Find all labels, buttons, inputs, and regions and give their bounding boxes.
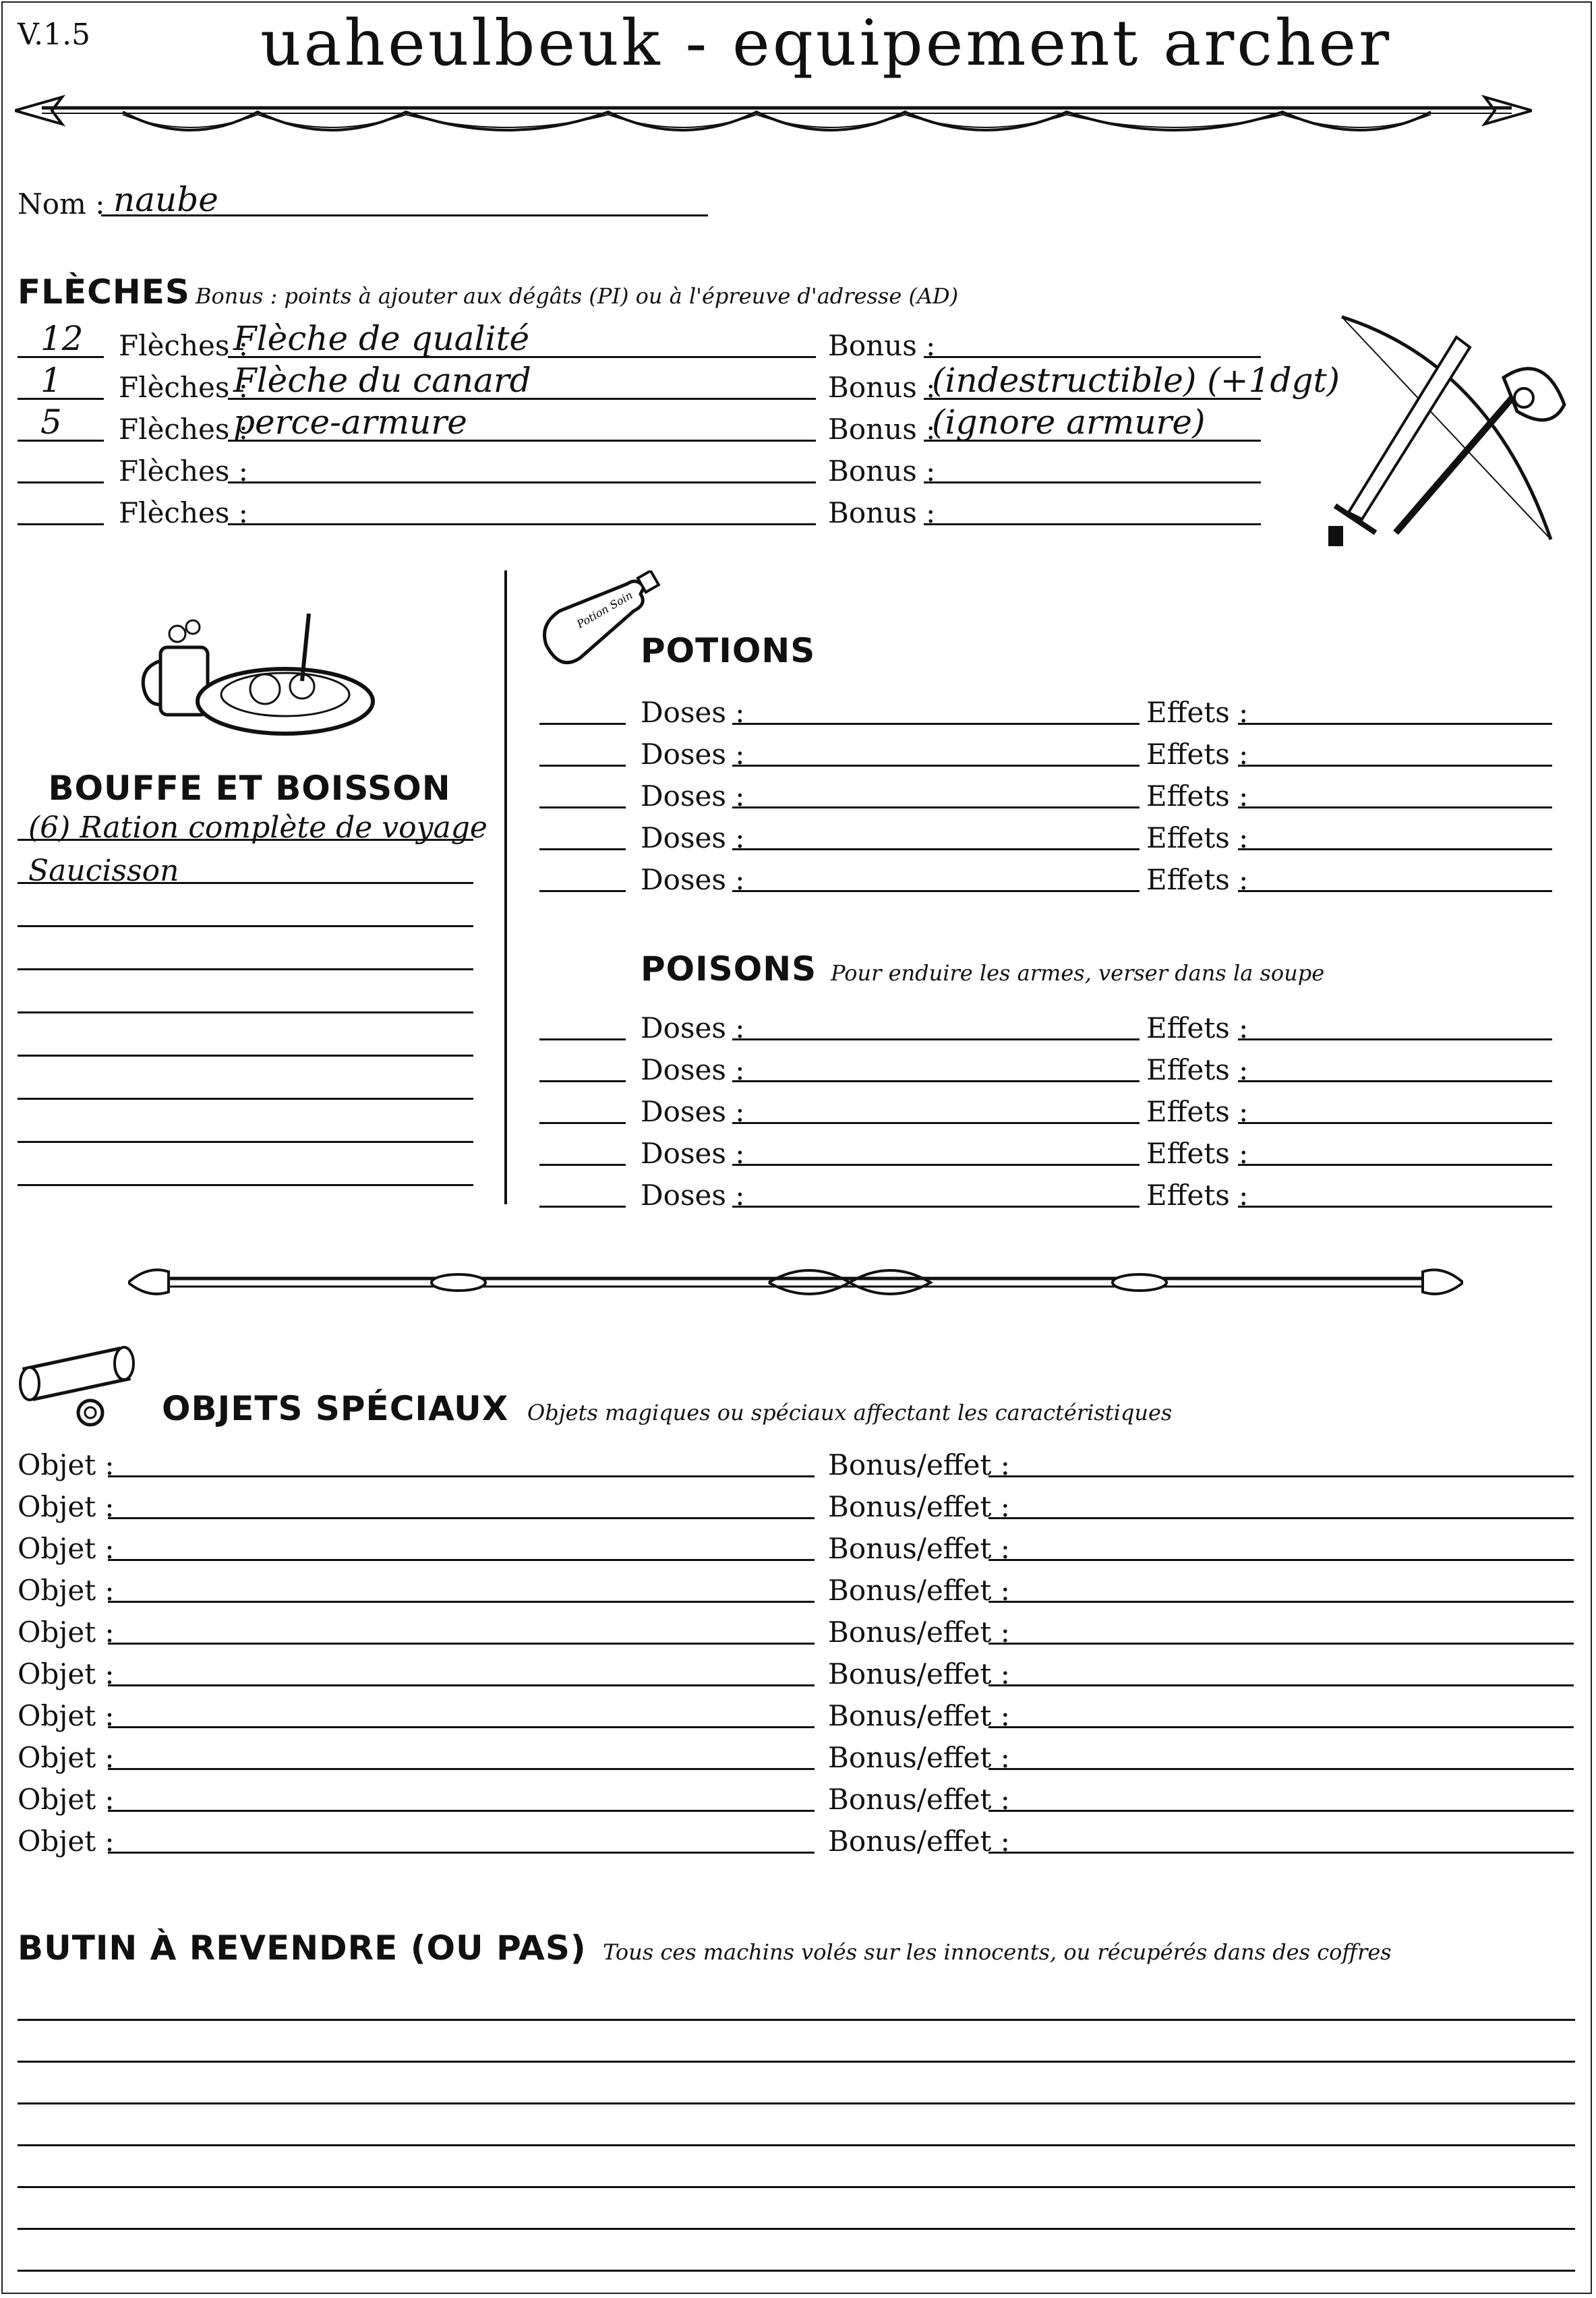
poisons-effects-line[interactable] [1238, 1080, 1552, 1082]
object-line[interactable] [108, 1517, 815, 1519]
object-line[interactable] [108, 1684, 815, 1686]
potions-doses-label: Doses : [641, 696, 745, 729]
poisons-doses-label: Doses : [641, 1179, 745, 1212]
object-line[interactable] [108, 1559, 815, 1561]
object-label: Objet : [18, 1657, 115, 1690]
bonus-effect-label: Bonus/effet : [828, 1448, 1010, 1481]
food-line [18, 1098, 473, 1100]
potions-effects-label: Effets : [1146, 779, 1249, 813]
bonus-effect-line[interactable] [988, 1559, 1574, 1561]
bonus-effect-label: Bonus/effet : [828, 1699, 1010, 1732]
potions-qty-line [539, 765, 626, 767]
arrow-bonus-line [924, 356, 1261, 358]
loot-line[interactable] [18, 2228, 1575, 2230]
potions-effects-line[interactable] [1238, 848, 1552, 850]
poisons-qty-line [539, 1080, 626, 1082]
arrow-type-line [228, 356, 816, 358]
arrow-type-line [228, 523, 816, 525]
sheet-title: uaheulbeuk - equipement archer [260, 7, 1392, 80]
object-line[interactable] [108, 1726, 815, 1728]
arrows-heading: FLÈCHES [18, 272, 190, 312]
potions-qty-line [539, 848, 626, 850]
bonus-effect-label: Bonus/effet : [828, 1657, 1010, 1690]
version-label: V.1.5 [18, 18, 91, 52]
potions-effects-label: Effets : [1146, 738, 1249, 771]
arrow-label: Flèches : [119, 329, 248, 362]
bonus-effect-label: Bonus/effet : [828, 1616, 1010, 1649]
bonus-effect-line[interactable] [988, 1810, 1574, 1812]
food-line [18, 882, 473, 884]
potions-doses-label: Doses : [641, 863, 745, 896]
arrow-bonus-line [924, 523, 1261, 525]
poisons-effects-label: Effets : [1146, 1179, 1249, 1212]
food-line [18, 839, 473, 841]
object-line[interactable] [108, 1810, 815, 1812]
potions-doses-line[interactable] [732, 723, 1140, 725]
food-line [18, 1184, 473, 1186]
poisons-doses-label: Doses : [641, 1137, 745, 1170]
potions-doses-label: Doses : [641, 821, 745, 854]
poisons-doses-line[interactable] [732, 1164, 1140, 1166]
poisons-effects-line[interactable] [1238, 1164, 1552, 1166]
food-and-drink-icon [140, 607, 376, 742]
name-line [101, 214, 708, 216]
poisons-subtitle: Pour enduire les armes, verser dans la soupe [831, 960, 1325, 986]
poisons-effects-label: Effets : [1146, 1053, 1249, 1086]
arrow-label: Flèches : [119, 371, 248, 404]
object-line[interactable] [108, 1475, 815, 1477]
arrow-bonus-value[interactable]: (indestructible) (+1dgt) [932, 361, 1340, 400]
poisons-doses-line[interactable] [732, 1080, 1140, 1082]
potions-doses-line[interactable] [732, 765, 1140, 767]
arrow-bonus-line [924, 398, 1261, 400]
potions-qty-line [539, 890, 626, 892]
potions-qty-line [539, 723, 626, 725]
food-line [18, 968, 473, 970]
arrow-qty[interactable]: 12 [40, 319, 84, 358]
bonus-effect-line[interactable] [988, 1643, 1574, 1645]
arrow-bonus-label: Bonus : [828, 329, 936, 362]
arrow-bonus-label: Bonus : [828, 496, 936, 529]
arrow-type-value[interactable]: perce-armure [233, 403, 467, 442]
food-line [18, 1141, 473, 1143]
arrow-label: Flèches : [119, 454, 248, 488]
bonus-effect-line[interactable] [988, 1684, 1574, 1686]
bonus-effect-label: Bonus/effet : [828, 1490, 1010, 1523]
arrow-qty-line [18, 398, 104, 400]
object-label: Objet : [18, 1574, 115, 1607]
bonus-effect-label: Bonus/effet : [828, 1532, 1010, 1565]
arrow-bonus-label: Bonus : [828, 371, 936, 404]
food-item[interactable]: (6) Ration complète de voyage [28, 811, 487, 845]
loot-line[interactable] [18, 2186, 1575, 2188]
special-subtitle: Objets magiques ou spéciaux affectant les caractéristiques [527, 1400, 1173, 1425]
poisons-heading: POISONS [641, 949, 817, 989]
poisons-effects-label: Effets : [1146, 1137, 1249, 1170]
arrow-divider-icon [15, 88, 1532, 148]
food-line [18, 925, 473, 927]
bonus-effect-line[interactable] [988, 1517, 1574, 1519]
object-label: Objet : [18, 1825, 115, 1858]
vertical-divider [504, 570, 507, 1204]
loot-line[interactable] [18, 2019, 1575, 2021]
poisons-doses-line[interactable] [732, 1038, 1140, 1040]
loot-line[interactable] [18, 2061, 1575, 2063]
staff-divider-icon [128, 1258, 1463, 1305]
poisons-doses-line[interactable] [732, 1206, 1140, 1208]
potions-doses-line[interactable] [732, 848, 1140, 850]
bonus-effect-line[interactable] [988, 1726, 1574, 1728]
object-line[interactable] [108, 1601, 815, 1603]
arrow-type-value[interactable]: Flèche du canard [233, 361, 531, 400]
poisons-qty-line [539, 1206, 626, 1208]
object-label: Objet : [18, 1490, 115, 1523]
poisons-qty-line [539, 1038, 626, 1040]
object-label: Objet : [18, 1699, 115, 1732]
arrow-type-line [228, 481, 816, 483]
bonus-effect-label: Bonus/effet : [828, 1783, 1010, 1816]
bonus-effect-label: Bonus/effet : [828, 1574, 1010, 1607]
bonus-effect-label: Bonus/effet : [828, 1825, 1010, 1858]
potions-effects-line[interactable] [1238, 765, 1552, 767]
potions-doses-line[interactable] [732, 890, 1140, 892]
poisons-effects-line[interactable] [1238, 1038, 1552, 1040]
arrow-qty-line [18, 523, 104, 525]
potions-doses-label: Doses : [641, 738, 745, 771]
arrow-bonus-line [924, 481, 1261, 483]
loot-line[interactable] [18, 2144, 1575, 2146]
potions-effects-label: Effets : [1146, 696, 1249, 729]
potions-effects-line[interactable] [1238, 890, 1552, 892]
arrow-qty-line [18, 356, 104, 358]
bonus-effect-line[interactable] [988, 1852, 1574, 1854]
bonus-effect-line[interactable] [988, 1601, 1574, 1603]
loot-heading: BUTIN À REVENDRE (OU PAS) [18, 1928, 587, 1968]
poisons-doses-line[interactable] [732, 1122, 1140, 1124]
special-heading: OBJETS SPÉCIAUX [162, 1389, 509, 1428]
object-label: Objet : [18, 1448, 115, 1481]
object-label: Objet : [18, 1741, 115, 1774]
loot-line[interactable] [18, 2270, 1575, 2272]
food-line [18, 1055, 473, 1057]
food-line [18, 1011, 473, 1013]
potions-effects-label: Effets : [1146, 821, 1249, 854]
poisons-doses-label: Doses : [641, 1011, 745, 1044]
arrow-qty[interactable]: 1 [40, 361, 62, 400]
loot-line[interactable] [18, 2102, 1575, 2104]
potions-heading: POTIONS [641, 631, 816, 670]
poisons-doses-label: Doses : [641, 1053, 745, 1086]
arrow-type-line [228, 398, 816, 400]
food-item[interactable]: Saucisson [28, 854, 179, 888]
crossed-weapons-icon [1322, 310, 1571, 553]
bonus-effect-line[interactable] [988, 1768, 1574, 1770]
name-value[interactable]: naube [113, 180, 218, 219]
poisons-qty-line [539, 1122, 626, 1124]
potions-effects-line[interactable] [1238, 806, 1552, 808]
arrow-qty[interactable]: 5 [40, 403, 62, 442]
poisons-doses-label: Doses : [641, 1095, 745, 1128]
poisons-effects-line[interactable] [1238, 1122, 1552, 1124]
arrow-type-line [228, 440, 816, 442]
arrow-bonus-value[interactable]: (ignore armure) [932, 403, 1206, 442]
poisons-effects-label: Effets : [1146, 1011, 1249, 1044]
object-label: Objet : [18, 1783, 115, 1816]
potions-effects-line[interactable] [1238, 723, 1552, 725]
object-label: Objet : [18, 1616, 115, 1649]
potions-qty-line [539, 806, 626, 808]
arrow-label: Flèches : [119, 496, 248, 529]
arrow-bonus-label: Bonus : [828, 413, 936, 446]
bonus-effect-label: Bonus/effet : [828, 1741, 1010, 1774]
poisons-effects-label: Effets : [1146, 1095, 1249, 1128]
poisons-qty-line [539, 1164, 626, 1166]
bonus-effect-line[interactable] [988, 1475, 1574, 1477]
arrow-label: Flèches : [119, 413, 248, 446]
potion-bottle-label: Potion Soin [574, 588, 635, 631]
object-label: Objet : [18, 1532, 115, 1565]
name-label: Nom : [18, 187, 105, 220]
scroll-and-ring-icon [18, 1342, 159, 1430]
arrow-bonus-label: Bonus : [828, 454, 936, 488]
potions-effects-label: Effets : [1146, 863, 1249, 896]
object-line[interactable] [108, 1768, 815, 1770]
loot-subtitle: Tous ces machins volés sur les innocents, ou récupérés dans des coffres [603, 1939, 1392, 1965]
potions-doses-line[interactable] [732, 806, 1140, 808]
object-line[interactable] [108, 1852, 815, 1854]
potions-doses-label: Doses : [641, 779, 745, 813]
object-line[interactable] [108, 1643, 815, 1645]
arrow-qty-line [18, 440, 104, 442]
food-heading: BOUFFE ET BOISSON [48, 769, 451, 808]
arrows-subtitle: Bonus : points à ajouter aux dégâts (PI) ou à l'épreuve d'adresse (AD) [196, 283, 959, 309]
poisons-effects-line[interactable] [1238, 1206, 1552, 1208]
arrow-type-value[interactable]: Flèche de qualité [233, 319, 530, 358]
arrow-bonus-line [924, 440, 1261, 442]
arrow-qty-line [18, 481, 104, 483]
